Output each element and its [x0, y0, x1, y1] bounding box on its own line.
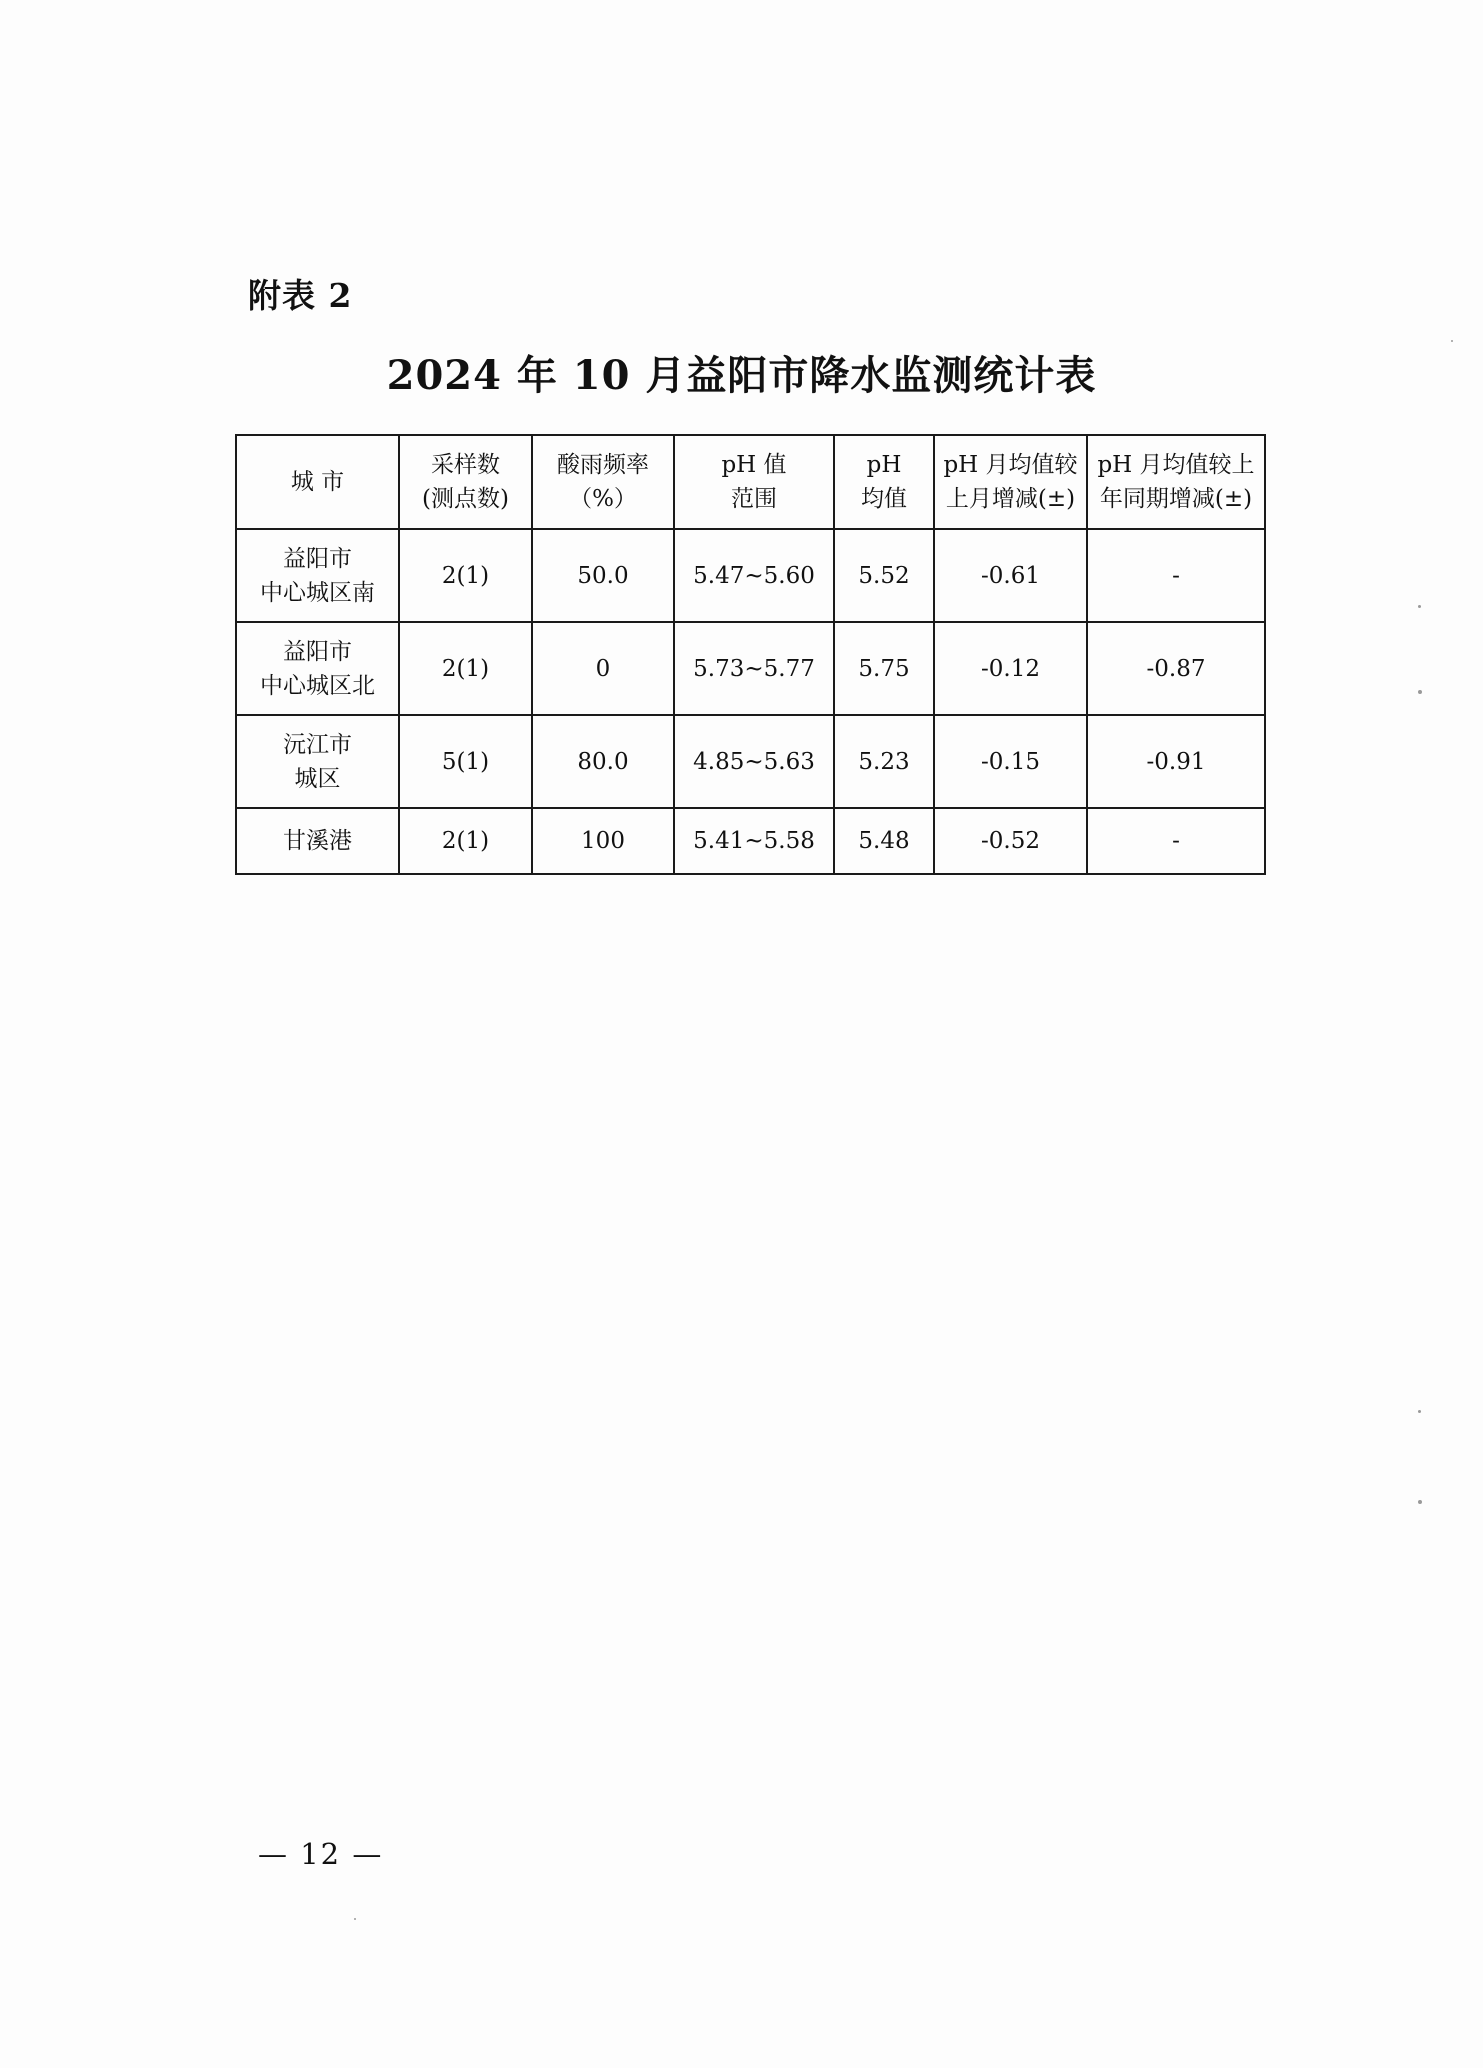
- city-line2: 城区: [294, 765, 341, 792]
- table-header-row: [236, 435, 1265, 529]
- cell-ph-average: 5.75: [834, 622, 934, 715]
- header-change-vs-last-month: [934, 435, 1087, 529]
- header-mom-line1: pH 月均值较: [943, 452, 1078, 478]
- cell-ph-range: 5.41~5.58: [674, 808, 834, 874]
- table-row: [236, 715, 1265, 808]
- header-average-line2: 均值: [861, 486, 907, 512]
- cell-acid-rain-frequency: 100: [532, 808, 674, 874]
- cell-change-vs-last-year: -: [1087, 808, 1265, 874]
- table-row: [236, 622, 1265, 715]
- cell-change-vs-last-month: -0.61: [934, 529, 1087, 622]
- header-frequency-line1: 酸雨频率: [557, 452, 649, 478]
- cell-change-vs-last-month: -0.52: [934, 808, 1087, 874]
- scan-speck: [1418, 1410, 1421, 1413]
- scan-speck: [1418, 1500, 1422, 1504]
- header-frequency-line2: （%）: [569, 486, 637, 512]
- header-samples-line1: 采样数: [431, 452, 500, 478]
- cell-acid-rain-frequency: 0: [532, 622, 674, 715]
- city-line2: 中心城区北: [260, 672, 375, 699]
- cell-acid-rain-frequency: 50.0: [532, 529, 674, 622]
- cell-city: [236, 529, 399, 622]
- cell-change-vs-last-year: -0.87: [1087, 622, 1265, 715]
- appendix-label: 附表 2: [248, 276, 353, 315]
- header-city: [236, 435, 399, 529]
- header-acid-rain-frequency: [532, 435, 674, 529]
- header-ph-average: [834, 435, 934, 529]
- document-title: 2024 年 10 月益阳市降水监测统计表: [386, 352, 1097, 399]
- header-change-vs-last-year: [1087, 435, 1265, 529]
- cell-acid-rain-frequency: 80.0: [532, 715, 674, 808]
- header-yoy-line2: 年同期增减(±): [1099, 486, 1253, 512]
- header-mom-line2: 上月增减(±): [945, 486, 1076, 512]
- scan-speck: [1418, 605, 1421, 608]
- cell-ph-average: 5.23: [834, 715, 934, 808]
- cell-samples: 2(1): [399, 622, 532, 715]
- cell-samples: 2(1): [399, 529, 532, 622]
- city-line1: 益阳市: [283, 545, 352, 572]
- table-row: [236, 529, 1265, 622]
- cell-change-vs-last-month: -0.15: [934, 715, 1087, 808]
- page-number: — 12 —: [258, 1837, 384, 1871]
- header-average-line1: pH: [866, 452, 902, 478]
- cell-change-vs-last-month: -0.12: [934, 622, 1087, 715]
- header-city-label: 城 市: [290, 469, 345, 495]
- scan-speck: [354, 1918, 356, 1920]
- cell-city: [236, 715, 399, 808]
- cell-ph-average: 5.48: [834, 808, 934, 874]
- table-row: [236, 808, 1265, 874]
- header-range-line1: pH 值: [721, 452, 787, 478]
- cell-ph-range: 5.73~5.77: [674, 622, 834, 715]
- cell-samples: 5(1): [399, 715, 532, 808]
- scan-speck: [1451, 340, 1453, 342]
- header-samples-line2: (测点数): [422, 486, 509, 512]
- cell-change-vs-last-year: -: [1087, 529, 1265, 622]
- cell-change-vs-last-year: -0.91: [1087, 715, 1265, 808]
- cell-samples: 2(1): [399, 808, 532, 874]
- city-line2: 中心城区南: [260, 579, 375, 606]
- city-line1: 沅江市: [283, 731, 352, 758]
- scan-speck: [1418, 690, 1422, 694]
- header-samples: [399, 435, 532, 529]
- city-line1: 甘溪港: [283, 828, 352, 854]
- precipitation-monitoring-table: [235, 434, 1266, 875]
- city-line1: 益阳市: [283, 638, 352, 665]
- header-ph-range: [674, 435, 834, 529]
- cell-ph-range: 4.85~5.63: [674, 715, 834, 808]
- cell-city: [236, 808, 399, 874]
- header-range-line2: 范围: [731, 486, 777, 512]
- cell-ph-average: 5.52: [834, 529, 934, 622]
- header-yoy-line1: pH 月均值较上: [1097, 452, 1255, 478]
- cell-ph-range: 5.47~5.60: [674, 529, 834, 622]
- cell-city: [236, 622, 399, 715]
